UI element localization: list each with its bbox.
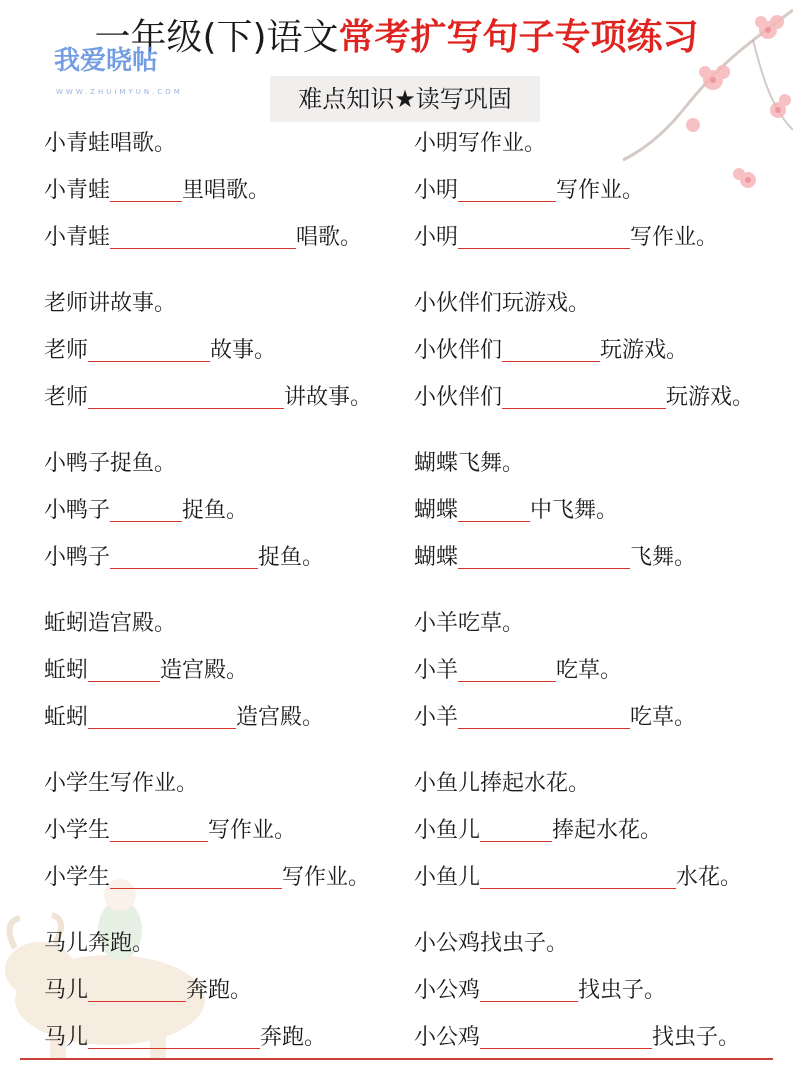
- exercise-group: [44, 440, 394, 600]
- base-sentence: 小公鸡找虫子。: [414, 931, 569, 956]
- fill-in-blank[interactable]: [480, 971, 578, 1002]
- sentence-predicate: 捉鱼。: [182, 498, 249, 523]
- fill-in-blank[interactable]: [110, 171, 182, 202]
- fill-in-blank[interactable]: [110, 538, 258, 569]
- sentence-predicate: 奔跑。: [260, 1025, 327, 1050]
- expansion-line: [414, 327, 784, 374]
- sentence-subject: 小羊: [414, 658, 459, 683]
- exercise-group: [414, 760, 784, 920]
- watermark-logo: 我爱晓帖: [54, 46, 159, 76]
- sentence-subject: 老师: [44, 385, 89, 410]
- fill-in-blank[interactable]: [480, 858, 676, 889]
- exercise-group: [414, 120, 784, 280]
- expansion-line: [44, 167, 394, 214]
- exercise-group: [44, 760, 394, 920]
- title-grade: 一年级(下)语文: [94, 17, 339, 58]
- sentence-subject: 小学生: [44, 865, 111, 890]
- expansion-line: [414, 967, 784, 1014]
- base-sentence: 小羊吃草。: [414, 611, 525, 636]
- fill-in-blank[interactable]: [458, 171, 556, 202]
- exercise-group: [44, 120, 394, 280]
- watermark-url: WWW.ZHUIMYUN.COM: [56, 88, 183, 96]
- fill-in-blank[interactable]: [88, 971, 186, 1002]
- fill-in-blank[interactable]: [110, 491, 182, 522]
- sentence-predicate: 中飞舞。: [530, 498, 619, 523]
- fill-in-blank[interactable]: [88, 698, 236, 729]
- sentence-subject: 小公鸡: [414, 1025, 481, 1050]
- fill-in-blank[interactable]: [110, 218, 296, 249]
- base-sentence: 小青蛙唱歌。: [44, 131, 177, 156]
- sentence-subject: 老师: [44, 338, 89, 363]
- sentence-subject: 马儿: [44, 978, 89, 1003]
- sentence-subject: 蝴蝶: [414, 498, 459, 523]
- expansion-line: [414, 854, 784, 901]
- title-topic: 常考扩写句子专项练习: [338, 17, 699, 58]
- exercise-group: [414, 280, 784, 440]
- base-sentence: 马儿奔跑。: [44, 931, 155, 956]
- exercise-group: [414, 600, 784, 760]
- sentence-subject: 马儿: [44, 1025, 89, 1050]
- sentence-subject: 小伙伴们: [414, 385, 503, 410]
- sentence-predicate: 故事。: [210, 338, 277, 363]
- sentence-subject: 小明: [414, 178, 459, 203]
- expansion-line: [414, 487, 784, 534]
- exercise-group: [414, 920, 784, 1067]
- sentence-predicate: 奔跑。: [186, 978, 253, 1003]
- exercise-group: [44, 280, 394, 440]
- sentence-subject: 小明: [414, 225, 459, 250]
- expansion-line: [44, 534, 394, 581]
- exercise-group: [414, 440, 784, 600]
- base-sentence: 小伙伴们玩游戏。: [414, 291, 591, 316]
- expansion-line: [44, 694, 394, 741]
- expansion-line: [44, 214, 394, 261]
- sentence-subject: 蚯蚓: [44, 658, 89, 683]
- expansion-line: [414, 167, 784, 214]
- base-sentence: 蝴蝶飞舞。: [414, 451, 525, 476]
- sentence-predicate: 写作业。: [556, 178, 645, 203]
- base-sentence: 小明写作业。: [414, 131, 547, 156]
- left-column: [44, 120, 394, 1067]
- sentence-subject: 小鱼儿: [414, 818, 481, 843]
- fill-in-blank[interactable]: [502, 378, 666, 409]
- sentence-predicate: 捉鱼。: [258, 545, 325, 570]
- expansion-line: [44, 807, 394, 854]
- fill-in-blank[interactable]: [88, 651, 160, 682]
- sentence-subject: 小伙伴们: [414, 338, 503, 363]
- sentence-subject: 小公鸡: [414, 978, 481, 1003]
- sentence-predicate: 讲故事。: [284, 385, 373, 410]
- sentence-subject: 小学生: [44, 818, 111, 843]
- expansion-line: [44, 854, 394, 901]
- sentence-predicate: 写作业。: [208, 818, 297, 843]
- expansion-line: [414, 807, 784, 854]
- expansion-line: [414, 694, 784, 741]
- sentence-predicate: 里唱歌。: [182, 178, 271, 203]
- fill-in-blank[interactable]: [480, 811, 552, 842]
- fill-in-blank[interactable]: [480, 1018, 652, 1049]
- fill-in-blank[interactable]: [502, 331, 600, 362]
- expansion-line: [44, 647, 394, 694]
- sentence-predicate: 玩游戏。: [666, 385, 755, 410]
- expansion-line: [414, 214, 784, 261]
- fill-in-blank[interactable]: [458, 538, 630, 569]
- base-sentence: 老师讲故事。: [44, 291, 177, 316]
- exercise-group: [44, 920, 394, 1067]
- base-sentence: 蚯蚓造宫殿。: [44, 611, 177, 636]
- sentence-subject: 小青蛙: [44, 225, 111, 250]
- sentence-subject: 蚯蚓: [44, 705, 89, 730]
- expansion-line: [44, 487, 394, 534]
- right-column: [414, 120, 784, 1067]
- sentence-predicate: 吃草。: [630, 705, 697, 730]
- fill-in-blank[interactable]: [458, 218, 630, 249]
- fill-in-blank[interactable]: [458, 651, 556, 682]
- sentence-predicate: 找虫子。: [578, 978, 667, 1003]
- expansion-line: [44, 374, 394, 421]
- sentence-predicate: 造宫殿。: [160, 658, 249, 683]
- fill-in-blank[interactable]: [458, 491, 530, 522]
- fill-in-blank[interactable]: [110, 811, 208, 842]
- sentence-predicate: 唱歌。: [296, 225, 363, 250]
- base-sentence: 小鸭子捉鱼。: [44, 451, 177, 476]
- sentence-subject: 蝴蝶: [414, 545, 459, 570]
- fill-in-blank[interactable]: [110, 858, 282, 889]
- fill-in-blank[interactable]: [88, 331, 210, 362]
- expansion-line: [44, 967, 394, 1014]
- expansion-line: [414, 374, 784, 421]
- fill-in-blank[interactable]: [88, 378, 284, 409]
- sentence-predicate: 水花。: [676, 865, 743, 890]
- sentence-subject: 小鸭子: [44, 498, 111, 523]
- sentence-predicate: 吃草。: [556, 658, 623, 683]
- sentence-predicate: 写作业。: [282, 865, 371, 890]
- sentence-predicate: 捧起水花。: [552, 818, 663, 843]
- sentence-subject: 小鱼儿: [414, 865, 481, 890]
- expansion-line: [414, 1014, 784, 1061]
- expansion-line: [44, 1014, 394, 1061]
- exercise-group: [44, 600, 394, 760]
- fill-in-blank[interactable]: [88, 1018, 260, 1049]
- sentence-predicate: 飞舞。: [630, 545, 697, 570]
- expansion-line: [44, 327, 394, 374]
- expansion-line: [414, 534, 784, 581]
- subtitle-banner: 难点知识★读写巩固: [270, 76, 540, 122]
- sentence-predicate: 找虫子。: [652, 1025, 741, 1050]
- bottom-divider: [20, 1058, 773, 1060]
- base-sentence: 小鱼儿捧起水花。: [414, 771, 591, 796]
- sentence-predicate: 玩游戏。: [600, 338, 689, 363]
- sentence-subject: 小羊: [414, 705, 459, 730]
- fill-in-blank[interactable]: [458, 698, 630, 729]
- sentence-predicate: 造宫殿。: [236, 705, 325, 730]
- sentence-subject: 小鸭子: [44, 545, 111, 570]
- sentence-predicate: 写作业。: [630, 225, 719, 250]
- expansion-line: [414, 647, 784, 694]
- sentence-subject: 小青蛙: [44, 178, 111, 203]
- base-sentence: 小学生写作业。: [44, 771, 199, 796]
